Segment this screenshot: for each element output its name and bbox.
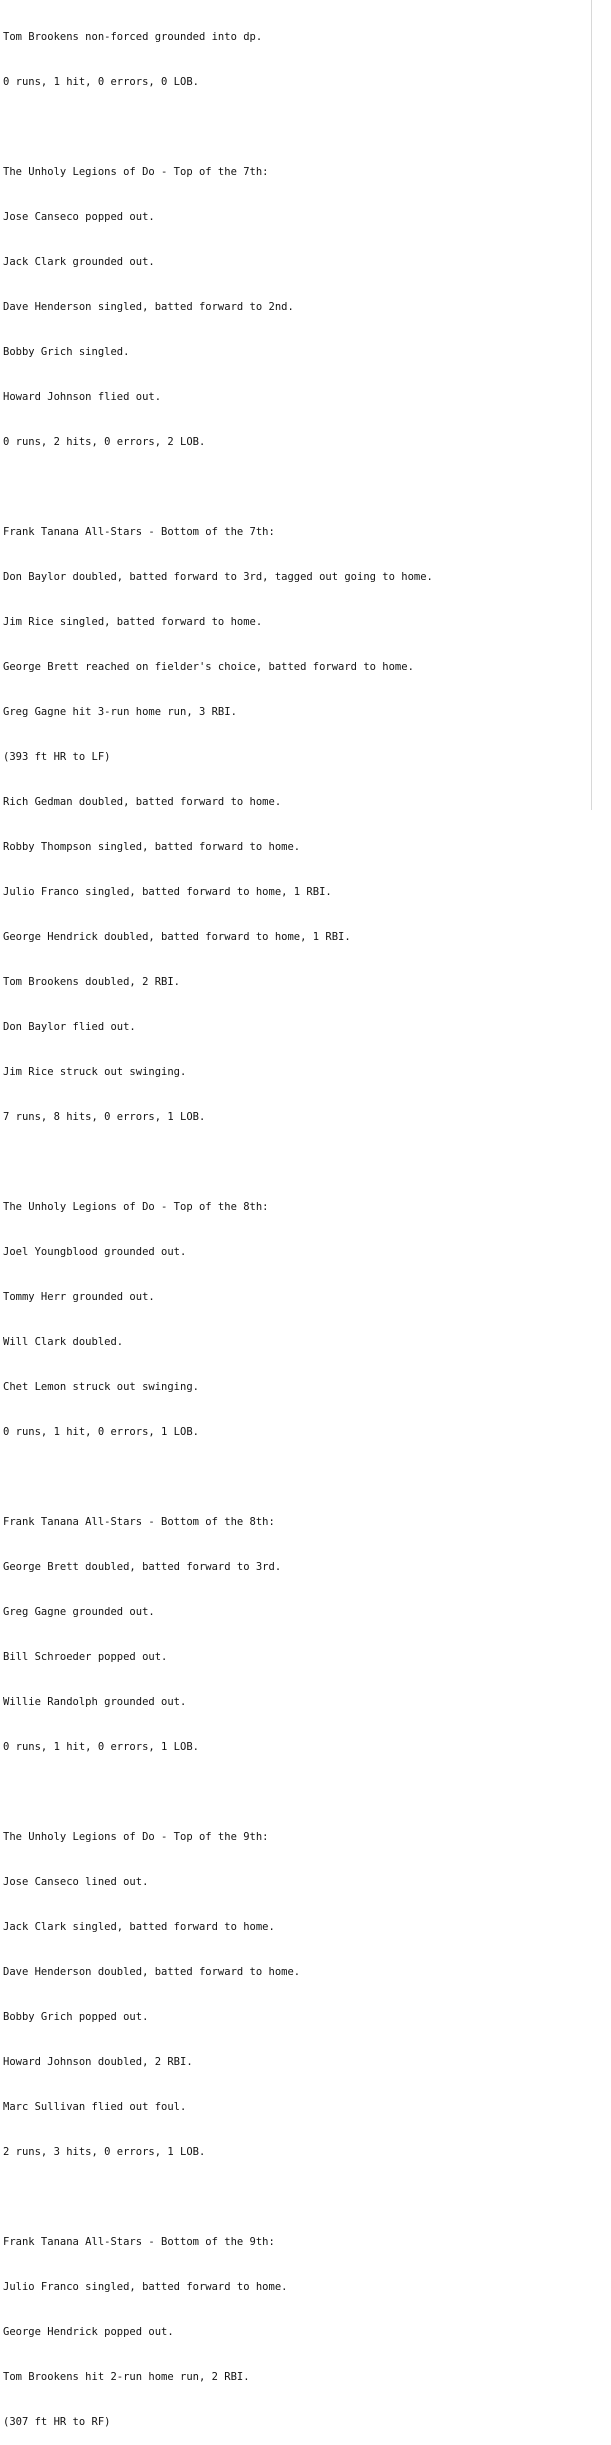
- inning-summary: 0 runs, 1 hit, 0 errors, 1 LOB.: [3, 1426, 199, 1438]
- log-line: Willie Randolph grounded out.: [3, 1696, 187, 1708]
- log-line: Bobby Grich singled.: [3, 346, 130, 358]
- log-line: Julio Franco singled, batted forward to home, 1 RBI.: [3, 886, 332, 898]
- log-line: George Hendrick popped out.: [3, 2326, 174, 2338]
- inning-header: Frank Tanana All-Stars - Bottom of the 8th:: [3, 1516, 275, 1528]
- log-line: George Hendrick doubled, batted forward to home, 1 RBI.: [3, 931, 351, 943]
- log-line: Greg Gagne hit 3-run home run, 3 RBI.: [3, 706, 237, 718]
- game-log: [3, 0, 591, 2428]
- inning-header: The Unholy Legions of Do - Top of the 7th:: [3, 166, 269, 178]
- inning-summary: 0 runs, 1 hit, 0 errors, 1 LOB.: [3, 1741, 199, 1753]
- log-line: Jim Rice struck out swinging.: [3, 1066, 187, 1078]
- log-line: Robby Thompson singled, batted forward to home.: [3, 841, 301, 853]
- log-line: Tom Brookens doubled, 2 RBI.: [3, 976, 181, 988]
- log-line: [3, 2190, 591, 2205]
- inning-header: The Unholy Legions of Do - Top of the 8th:: [3, 1201, 269, 1213]
- log-line: Howard Johnson flied out.: [3, 391, 162, 403]
- inning-summary: 2 runs, 3 hits, 0 errors, 1 LOB.: [3, 2146, 206, 2158]
- log-line: Don Baylor doubled, batted forward to 3rd, tagged out going to home.: [3, 571, 433, 583]
- log-line: Tom Brookens hit 2-run home run, 2 RBI.: [3, 2371, 250, 2383]
- log-line: Tommy Herr grounded out.: [3, 1291, 155, 1303]
- log-line: Dave Henderson singled, batted forward to 2nd.: [3, 301, 294, 313]
- log-line: Will Clark doubled.: [3, 1336, 124, 1348]
- log-line: Jack Clark singled, batted forward to home.: [3, 1921, 275, 1933]
- log-line: Bill Schroeder popped out.: [3, 1651, 168, 1663]
- log-line: Don Baylor flied out.: [3, 1021, 136, 1033]
- log-line: (307 ft HR to RF): [3, 2416, 111, 2428]
- log-line: Tom Brookens non-forced grounded into dp.: [3, 31, 263, 43]
- log-line: Julio Franco singled, batted forward to home.: [3, 2281, 288, 2293]
- log-line: George Brett reached on fielder's choice, batted forward to home.: [3, 661, 414, 673]
- inning-header: Frank Tanana All-Stars - Bottom of the 9th:: [3, 2236, 275, 2248]
- log-line: Joel Youngblood grounded out.: [3, 1246, 187, 1258]
- panel-edge: [591, 0, 592, 810]
- log-line: Jack Clark grounded out.: [3, 256, 155, 268]
- log-line: Chet Lemon struck out swinging.: [3, 1381, 199, 1393]
- log-line: [3, 1785, 591, 1800]
- log-line: [3, 1470, 591, 1485]
- log-line: Bobby Grich popped out.: [3, 2011, 149, 2023]
- log-line: Dave Henderson doubled, batted forward to home.: [3, 1966, 301, 1978]
- log-line: (393 ft HR to LF): [3, 751, 111, 763]
- inning-summary: 0 runs, 2 hits, 0 errors, 2 LOB.: [3, 436, 206, 448]
- log-line: 0 runs, 1 hit, 0 errors, 0 LOB.: [3, 76, 199, 88]
- inning-header: Frank Tanana All-Stars - Bottom of the 7th:: [3, 526, 275, 538]
- log-line: Marc Sullivan flied out foul.: [3, 2101, 187, 2113]
- log-line: Jim Rice singled, batted forward to home.: [3, 616, 263, 628]
- inning-summary: 7 runs, 8 hits, 0 errors, 1 LOB.: [3, 1111, 206, 1123]
- log-line: Rich Gedman doubled, batted forward to home.: [3, 796, 282, 808]
- log-line: [3, 1155, 591, 1170]
- log-line: George Brett doubled, batted forward to 3rd.: [3, 1561, 282, 1573]
- inning-header: The Unholy Legions of Do - Top of the 9th:: [3, 1831, 269, 1843]
- log-line: Greg Gagne grounded out.: [3, 1606, 155, 1618]
- log-line: Jose Canseco popped out.: [3, 211, 155, 223]
- log-line: Howard Johnson doubled, 2 RBI.: [3, 2056, 193, 2068]
- log-line: [3, 120, 591, 135]
- log-line: [3, 480, 591, 495]
- log-line: Jose Canseco lined out.: [3, 1876, 149, 1888]
